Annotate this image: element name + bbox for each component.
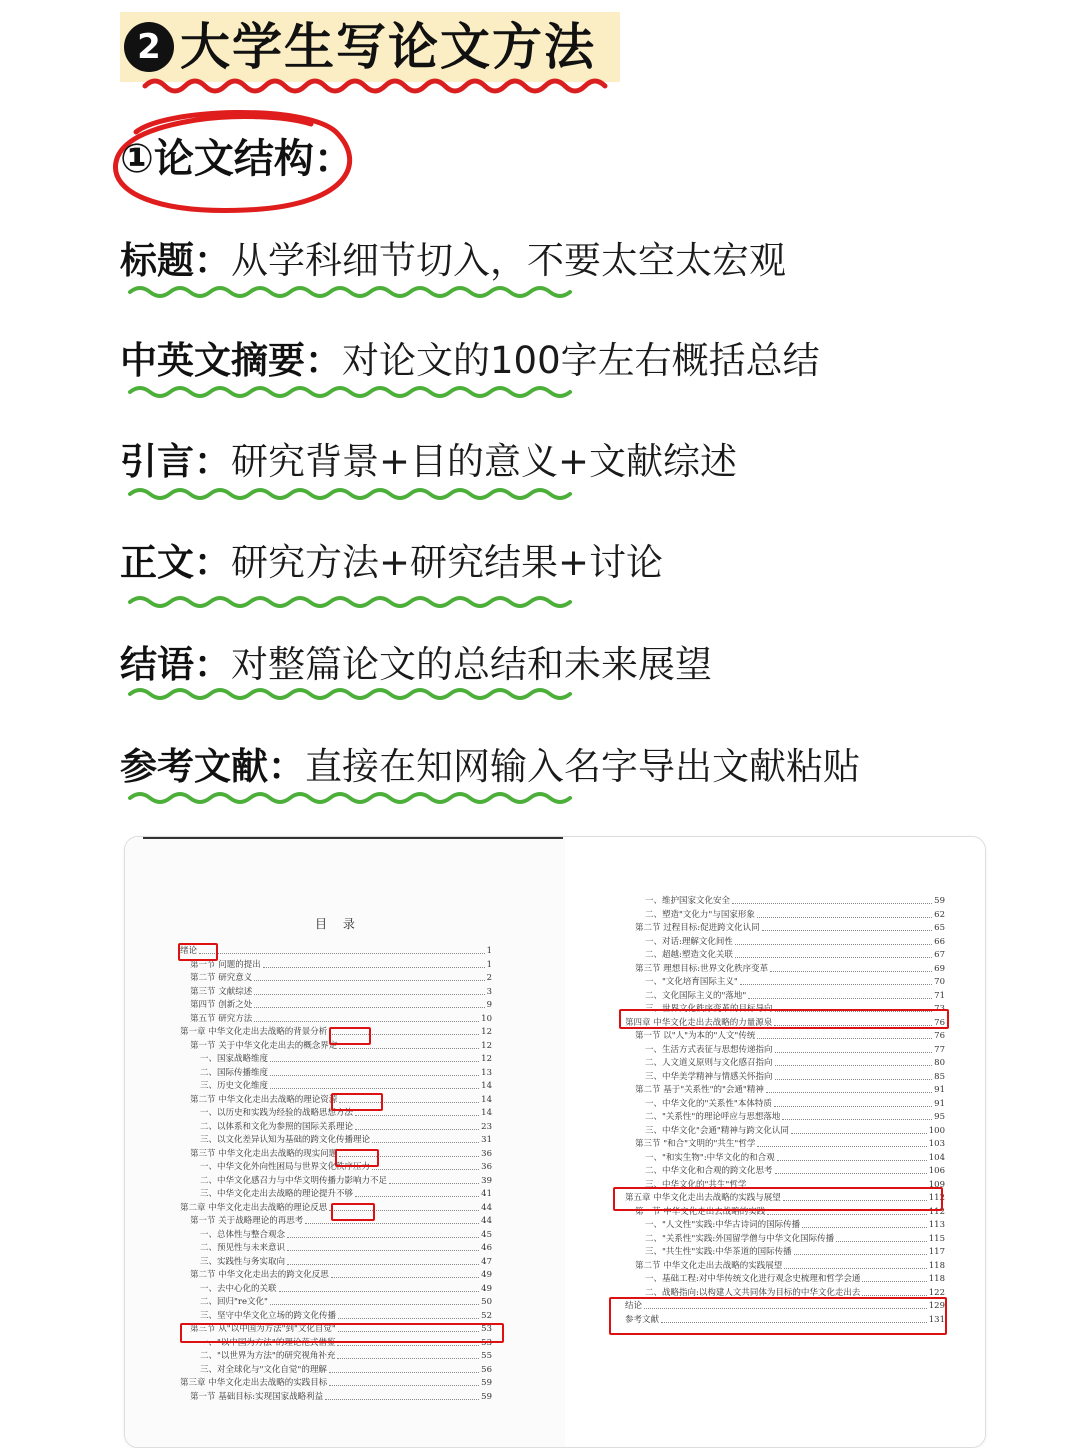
item-key: 引言： bbox=[120, 440, 231, 483]
item-value: 对论文的100字左右概括总结 bbox=[342, 339, 820, 382]
toc-page-right bbox=[565, 837, 985, 1447]
toc-entry-text: 第二节 中华文化走出去的跨文化反思 bbox=[190, 1270, 329, 1280]
toc-entry-page: 53 bbox=[481, 1337, 492, 1348]
toc-entry-page: 109 bbox=[928, 1179, 945, 1190]
toc-dot-leader bbox=[372, 1134, 479, 1143]
toc-entry bbox=[645, 1044, 945, 1056]
toc-entry-page: 1 bbox=[486, 946, 492, 956]
green-wave-underline bbox=[126, 788, 586, 808]
toc-entry-text: 第一节 中华文化走出去战略的实践 bbox=[635, 1206, 766, 1217]
toc-entry-text: 第二节 过程目标:促进跨文化认同 bbox=[635, 923, 760, 933]
toc-dot-leader bbox=[732, 895, 932, 904]
toc-entry-text: 一、对话:理解文化间性 bbox=[645, 936, 733, 947]
toc-entry-page: 104 bbox=[928, 1152, 945, 1163]
toc-entry-text: 二、国际传播维度 bbox=[200, 1067, 269, 1078]
toc-entry-text: 三、历史文化维度 bbox=[200, 1081, 269, 1091]
toc-entry-page: 12 bbox=[481, 1054, 492, 1064]
item-value: 研究方法+研究结果+讨论 bbox=[231, 541, 664, 584]
item-value: 对整篇论文的总结和未来展望 bbox=[231, 643, 712, 686]
toc-entry bbox=[200, 1134, 492, 1146]
toc-entry-text: 第三节 中华文化走出去战略的现实问题 bbox=[190, 1148, 338, 1159]
toc-entry-text: 第一节 关于中华文化走出去的概念界定 bbox=[190, 1040, 338, 1051]
toc-dot-leader bbox=[775, 1044, 933, 1053]
toc-highlight-box bbox=[331, 1203, 375, 1221]
toc-dot-leader bbox=[784, 1260, 927, 1269]
toc-entry-page: 36 bbox=[481, 1162, 492, 1172]
toc-entry bbox=[645, 1165, 945, 1177]
item-value: 研究背景+目的意义+文献综述 bbox=[231, 440, 738, 483]
toc-entry bbox=[200, 1188, 492, 1200]
toc-entry-page: 10 bbox=[481, 1013, 492, 1024]
toc-entry-page: 47 bbox=[481, 1256, 492, 1267]
toc-page-left bbox=[125, 837, 565, 1447]
toc-entry-page: 12 bbox=[481, 1027, 492, 1037]
toc-entry bbox=[645, 1219, 945, 1231]
toc-dot-leader bbox=[775, 1057, 933, 1066]
toc-entry-text: 一、生活方式表征与思想传递指向 bbox=[645, 1044, 773, 1055]
toc-dot-leader bbox=[325, 1391, 479, 1400]
toc-entry-text: 第三节 从"以中国为方法"到"文化自觉" bbox=[190, 1324, 336, 1334]
list-item bbox=[120, 742, 860, 792]
toc-dot-leader bbox=[329, 1377, 479, 1386]
toc-entry-page: 13 bbox=[481, 1067, 492, 1078]
page-title: 大学生写论文方法 bbox=[180, 18, 596, 76]
toc-entry-page: 115 bbox=[928, 1233, 945, 1244]
toc-entry-text: 一、"和实生物":中华文化的和合观 bbox=[645, 1152, 775, 1163]
toc-dot-leader bbox=[254, 986, 484, 995]
toc-dot-leader bbox=[254, 999, 484, 1008]
toc-screenshot bbox=[124, 836, 986, 1448]
toc-entry bbox=[635, 1138, 945, 1150]
toc-dot-leader bbox=[735, 949, 932, 958]
toc-entry-text: 第三节 文献综述 bbox=[190, 986, 253, 997]
toc-entry-page: 53 bbox=[481, 1324, 492, 1334]
toc-entry-text: 第二节 中华文化走出去战略的实践展望 bbox=[635, 1260, 783, 1271]
toc-entry bbox=[645, 1125, 945, 1137]
green-wave-underline bbox=[126, 382, 586, 402]
toc-entry-page: 31 bbox=[481, 1135, 492, 1145]
toc-entry-text: 二、中华文化和合观的跨文化思考 bbox=[645, 1166, 773, 1176]
toc-entry-page: 66 bbox=[934, 936, 945, 947]
toc-entry bbox=[190, 972, 492, 984]
toc-entry-text: 参考文献 bbox=[625, 1314, 660, 1325]
toc-entry bbox=[200, 1175, 492, 1187]
toc-entry-page: 9 bbox=[486, 1000, 492, 1010]
toc-entry-page: 91 bbox=[934, 1098, 945, 1109]
toc-entry bbox=[200, 1080, 492, 1092]
toc-entry bbox=[645, 895, 945, 907]
toc-entry-text: 第一节 以"人"为本的"人文"传统 bbox=[635, 1031, 756, 1041]
toc-entry bbox=[200, 1067, 492, 1079]
toc-entry-text: 第三节 理想目标:世界文化秩序变革 bbox=[635, 963, 769, 974]
toc-dot-leader bbox=[794, 1246, 927, 1255]
toc-entry-page: 36 bbox=[481, 1148, 492, 1159]
toc-highlight-box bbox=[609, 1297, 947, 1335]
toc-entry bbox=[635, 963, 945, 975]
toc-entry-text: 第一节 问题的提出 bbox=[190, 959, 261, 970]
toc-entry bbox=[190, 959, 492, 971]
toc-entry-page: 91 bbox=[934, 1085, 945, 1095]
toc-entry-page: 106 bbox=[928, 1166, 945, 1176]
toc-entry-text: 一、国家战略维度 bbox=[200, 1054, 269, 1064]
toc-entry-page: 95 bbox=[934, 1112, 945, 1122]
green-wave-underline bbox=[126, 684, 586, 704]
toc-entry bbox=[190, 1269, 492, 1281]
toc-entry-text: 第五章 中华文化走出去战略的实践与展望 bbox=[625, 1193, 781, 1203]
toc-entry-text: 一、"以中国为方法"的理论范式借鉴 bbox=[200, 1337, 336, 1348]
toc-entry-text: 三、中华文化"会通"精神与跨文化认同 bbox=[645, 1125, 789, 1136]
toc-entry-page: 59 bbox=[481, 1378, 492, 1388]
toc-entry bbox=[635, 1084, 945, 1096]
toc-entry bbox=[645, 990, 945, 1002]
toc-entry-page: 131 bbox=[928, 1314, 945, 1325]
toc-entry bbox=[645, 1246, 945, 1258]
toc-dot-leader bbox=[372, 1161, 479, 1170]
toc-dot-leader bbox=[254, 1013, 479, 1022]
toc-dot-leader bbox=[270, 1053, 479, 1062]
title-number-badge: 2 bbox=[124, 22, 174, 72]
toc-entry bbox=[190, 999, 492, 1011]
toc-entry bbox=[645, 949, 945, 961]
toc-entry bbox=[645, 909, 945, 921]
toc-entry bbox=[645, 1152, 945, 1164]
toc-dot-leader bbox=[782, 1111, 932, 1120]
toc-entry-page: 118 bbox=[928, 1274, 945, 1284]
toc-entry bbox=[190, 1013, 492, 1025]
toc-entry-page: 122 bbox=[928, 1287, 945, 1298]
toc-dot-leader bbox=[287, 1229, 479, 1238]
toc-highlight-box bbox=[180, 1323, 504, 1343]
toc-entry-text: 二、人文道义原则与文化感召指向 bbox=[645, 1058, 773, 1068]
toc-entry bbox=[635, 1260, 945, 1272]
toc-entry-text: 一、中华文化外向性困局与世界文化秩序压力 bbox=[200, 1162, 371, 1172]
toc-entry-text: 三、以文化差异认知为基础的跨文化传播理论 bbox=[200, 1135, 371, 1145]
toc-entry bbox=[645, 976, 945, 988]
toc-entry bbox=[645, 1233, 945, 1245]
toc-entry-page: 45 bbox=[481, 1229, 492, 1240]
toc-entry-text: 二、"以世界为方法"的研究视角补充 bbox=[200, 1351, 336, 1361]
toc-entry-page: 76 bbox=[934, 1017, 945, 1028]
item-value: 直接在知网输入名字导出文献粘贴 bbox=[305, 745, 860, 788]
toc-entry-page: 70 bbox=[934, 977, 945, 987]
toc-dot-leader bbox=[329, 1364, 479, 1373]
toc-entry-page: 41 bbox=[481, 1189, 492, 1199]
toc-entry-text: 一、"文化培育国际主义" bbox=[645, 977, 738, 987]
toc-entry-text: 一、维护国家文化安全 bbox=[645, 896, 731, 906]
toc-dot-leader bbox=[355, 1121, 479, 1130]
toc-entry-text: 二、回归"re文化" bbox=[200, 1297, 268, 1307]
toc-dot-leader bbox=[862, 1287, 926, 1296]
toc-entry bbox=[200, 1121, 492, 1133]
toc-dot-leader bbox=[254, 972, 484, 981]
toc-entry bbox=[200, 1053, 492, 1065]
toc-entry-page: 103 bbox=[928, 1139, 945, 1149]
toc-entry-text: 二、超越:塑造文化关联 bbox=[645, 950, 733, 960]
toc-dot-leader bbox=[862, 1273, 926, 1282]
toc-dot-leader bbox=[389, 1175, 479, 1184]
toc-entry-text: 第一节 基础目标:实现国家战略利益 bbox=[190, 1391, 324, 1402]
toc-entry-text: 三、对全球化与"文化自觉"的理解 bbox=[200, 1364, 327, 1375]
toc-entry-text: 二、以体系和文化为参照的国际关系理论 bbox=[200, 1121, 354, 1132]
list-item bbox=[120, 236, 786, 286]
toc-entry-text: 第五节 研究方法 bbox=[190, 1013, 253, 1024]
toc-entry-page: 12 bbox=[481, 1040, 492, 1051]
toc-entry bbox=[635, 922, 945, 934]
toc-entry-text: 三、中华美学精神与情感关怀指向 bbox=[645, 1071, 773, 1082]
toc-dot-leader bbox=[762, 922, 933, 931]
toc-entry-text: 一、总体性与整合观念 bbox=[200, 1229, 286, 1240]
toc-dot-leader bbox=[836, 1233, 927, 1242]
toc-dot-leader bbox=[740, 976, 932, 985]
toc-entry-text: 三、坚守中华文化立场的跨文化传播 bbox=[200, 1310, 337, 1321]
toc-dot-leader bbox=[748, 990, 932, 999]
toc-dot-leader bbox=[774, 1098, 932, 1107]
list-item bbox=[120, 437, 737, 487]
toc-entry bbox=[180, 945, 492, 957]
item-key: 结语： bbox=[120, 643, 231, 686]
toc-dot-leader bbox=[766, 1084, 932, 1093]
item-key: 中英文摘要： bbox=[120, 339, 342, 382]
toc-entry-text: 第三章 中华文化走出去战略的实践目标 bbox=[180, 1378, 328, 1388]
toc-entry-page: 85 bbox=[934, 1071, 945, 1082]
section-label: ①论文结构： bbox=[120, 136, 354, 182]
toc-entry bbox=[200, 1364, 492, 1376]
toc-entry-page: 44 bbox=[481, 1202, 492, 1213]
toc-dot-leader bbox=[287, 1256, 479, 1265]
toc-entry-text: 第二节 中华文化走出去战略的理论资源 bbox=[190, 1094, 338, 1105]
toc-entry-page: 100 bbox=[928, 1125, 945, 1136]
toc-entry-page: 69 bbox=[934, 963, 945, 974]
list-item bbox=[120, 538, 663, 588]
toc-entry bbox=[645, 1071, 945, 1083]
list-item bbox=[120, 640, 712, 690]
toc-entry bbox=[645, 1111, 945, 1123]
toc-entry-text: 第二章 中华文化走出去战略的理论反思 bbox=[180, 1202, 328, 1213]
toc-entry-page: 14 bbox=[481, 1094, 492, 1105]
toc-entry-page: 44 bbox=[481, 1216, 492, 1226]
toc-dot-leader bbox=[802, 1219, 927, 1228]
list-item bbox=[120, 336, 820, 386]
toc-entry-text: 结论 bbox=[625, 1301, 643, 1311]
toc-entry-page: 67 bbox=[934, 950, 945, 960]
toc-entry-page: 46 bbox=[481, 1243, 492, 1253]
toc-dot-leader bbox=[270, 1067, 479, 1076]
toc-dot-leader bbox=[735, 936, 932, 945]
toc-highlight-box bbox=[329, 1027, 371, 1045]
title-red-wave bbox=[140, 74, 620, 98]
item-value: 从学科细节切入，不要太空太宏观 bbox=[231, 239, 786, 282]
toc-dot-leader bbox=[757, 1030, 932, 1039]
toc-entry-page: 1 bbox=[486, 959, 492, 970]
toc-entry-page: 49 bbox=[481, 1270, 492, 1280]
toc-entry bbox=[200, 1283, 492, 1295]
toc-dot-leader bbox=[770, 963, 932, 972]
toc-highlight-box bbox=[335, 1149, 379, 1167]
toc-entry-page: 77 bbox=[934, 1044, 945, 1055]
toc-entry bbox=[200, 1229, 492, 1241]
toc-entry-text: 第四章 中华文化走出去战略的力量源泉 bbox=[625, 1017, 773, 1028]
toc-entry-text: 二、中华文化感召力与中华文明传播力影响力不足 bbox=[200, 1175, 388, 1186]
toc-entry-text: 一、中华文化的"关系性"本体特质 bbox=[645, 1098, 772, 1109]
toc-entry-text: 二、战略指向:以构建人文共同体为目标的中华文化走出去 bbox=[645, 1287, 861, 1298]
toc-dot-leader bbox=[287, 1242, 479, 1251]
toc-entry bbox=[180, 1377, 492, 1389]
item-key: 标题： bbox=[120, 239, 231, 282]
toc-entry-text: 绪论 bbox=[180, 946, 198, 956]
toc-entry-text: 第一节 关于战略理论的再思考 bbox=[190, 1216, 304, 1226]
toc-entry-text: 二、"关系性"的理论呼应与思想落地 bbox=[645, 1112, 781, 1122]
toc-entry-text: 二、塑造"文化力"与国家形象 bbox=[645, 909, 755, 920]
toc-entry-page: 23 bbox=[481, 1121, 492, 1132]
toc-entry-page: 113 bbox=[928, 1220, 945, 1230]
toc-entry-page: 50 bbox=[481, 1297, 492, 1307]
toc-dot-leader bbox=[777, 1152, 927, 1161]
toc-entry-page: 3 bbox=[486, 986, 492, 997]
toc-entry-page: 56 bbox=[481, 1364, 492, 1375]
green-wave-underline bbox=[126, 484, 586, 504]
toc-entry-page: 76 bbox=[934, 1031, 945, 1041]
toc-entry-page: 80 bbox=[934, 1058, 945, 1068]
toc-title: 目 录 bbox=[315, 917, 361, 931]
toc-entry-page: 14 bbox=[481, 1108, 492, 1118]
toc-entry-page: 129 bbox=[928, 1301, 945, 1311]
toc-entry-text: 第一章 中华文化走出去战略的背景分析 bbox=[180, 1027, 328, 1037]
toc-entry-text: 第三节 "和合"文明的"共生"哲学 bbox=[635, 1139, 756, 1149]
toc-entry bbox=[190, 986, 492, 998]
toc-entry bbox=[200, 1242, 492, 1254]
toc-dot-leader bbox=[775, 1071, 933, 1080]
toc-entry-page: 14 bbox=[481, 1081, 492, 1091]
toc-dot-leader bbox=[199, 945, 485, 954]
toc-entry-text: 一、"人文性"实践:中华古诗词的国际传播 bbox=[645, 1220, 801, 1230]
toc-entry-page: 73 bbox=[934, 1004, 945, 1014]
toc-entry-page: 71 bbox=[934, 990, 945, 1001]
toc-highlight-box bbox=[613, 1187, 943, 1211]
toc-entry-text: 一、以历史和实践为经验的战略思想方法 bbox=[200, 1108, 354, 1118]
toc-dot-leader bbox=[338, 1310, 479, 1319]
toc-entry-text: 三、中华文化的"共生"哲学 bbox=[645, 1179, 747, 1190]
toc-entry-page: 52 bbox=[481, 1310, 492, 1321]
toc-entry-text: 三、实践性与务实取向 bbox=[200, 1256, 286, 1267]
toc-dot-leader bbox=[270, 1296, 479, 1305]
toc-entry-page: 59 bbox=[934, 896, 945, 906]
item-key: 参考文献： bbox=[120, 745, 305, 788]
toc-entry-text: 一、基础工程:对中华传统文化进行观念史梳理和哲学会通 bbox=[645, 1274, 861, 1284]
toc-entry bbox=[645, 1273, 945, 1285]
toc-entry-page: 118 bbox=[928, 1260, 945, 1271]
toc-entry bbox=[200, 1296, 492, 1308]
toc-entry-page: 112 bbox=[928, 1206, 945, 1217]
toc-highlight-box bbox=[331, 1093, 383, 1111]
toc-entry bbox=[200, 1310, 492, 1322]
toc-dot-leader bbox=[775, 1165, 927, 1174]
toc-dot-leader bbox=[263, 959, 485, 968]
toc-dot-leader bbox=[331, 1269, 479, 1278]
toc-entry-text: 二、文化国际主义的"落地" bbox=[645, 990, 747, 1001]
toc-dot-leader bbox=[757, 909, 932, 918]
toc-entry bbox=[190, 1391, 492, 1403]
toc-entry-page: 62 bbox=[934, 909, 945, 920]
toc-highlight-box bbox=[178, 943, 218, 961]
toc-entry bbox=[645, 1098, 945, 1110]
toc-entry-text: 第二节 基于"关系性"的"会通"精神 bbox=[635, 1085, 764, 1095]
toc-dot-leader bbox=[355, 1188, 479, 1197]
toc-entry-page: 2 bbox=[486, 973, 492, 983]
toc-entry-text: 三、世界文化秩序变革的目标导向 bbox=[645, 1004, 773, 1014]
toc-entry-page: 117 bbox=[928, 1247, 945, 1257]
toc-dot-leader bbox=[757, 1138, 926, 1147]
toc-entry bbox=[635, 1030, 945, 1042]
page-edge-line bbox=[143, 837, 563, 839]
toc-entry-page: 39 bbox=[481, 1175, 492, 1186]
toc-entry-text: 第二节 研究意义 bbox=[190, 973, 253, 983]
toc-entry-page: 65 bbox=[934, 923, 945, 933]
toc-entry bbox=[200, 1350, 492, 1362]
toc-dot-leader bbox=[791, 1125, 927, 1134]
toc-entry bbox=[645, 936, 945, 948]
toc-entry-page: 112 bbox=[928, 1193, 945, 1203]
toc-dot-leader bbox=[337, 1350, 479, 1359]
toc-entry bbox=[645, 1057, 945, 1069]
toc-entry bbox=[200, 1256, 492, 1268]
toc-entry-page: 59 bbox=[481, 1391, 492, 1402]
toc-entry-text: 二、"关系性"实践:外国留学僧与中华文化国际传播 bbox=[645, 1233, 835, 1244]
toc-entry-text: 三、中华文化走出去战略的理论提升不够 bbox=[200, 1189, 354, 1199]
toc-highlight-box bbox=[619, 1009, 949, 1029]
toc-entry-page: 55 bbox=[481, 1351, 492, 1361]
toc-entry-text: 第四节 创新之处 bbox=[190, 1000, 253, 1010]
toc-dot-leader bbox=[270, 1080, 479, 1089]
toc-entry-text: 二、预见性与未来意识 bbox=[200, 1243, 286, 1253]
toc-dot-leader bbox=[279, 1283, 480, 1292]
green-wave-underline bbox=[126, 592, 586, 612]
toc-entry-page: 49 bbox=[481, 1283, 492, 1294]
green-wave-underline bbox=[126, 282, 586, 302]
toc-entry-text: 三、"共生性"实践:中华茶道的国际传播 bbox=[645, 1247, 792, 1257]
toc-entry-text: 一、去中心化的关联 bbox=[200, 1283, 277, 1294]
item-key: 正文： bbox=[120, 541, 231, 584]
